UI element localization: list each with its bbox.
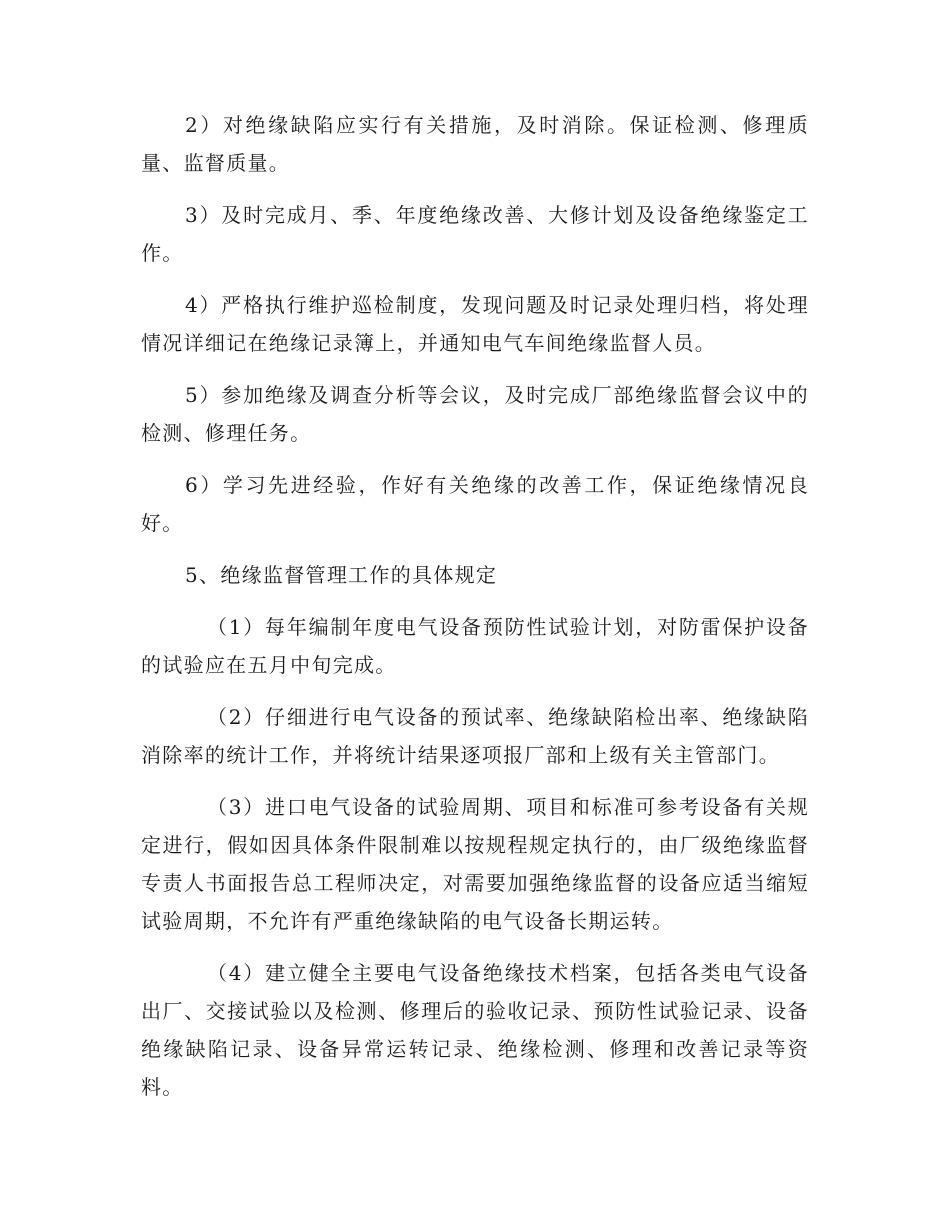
rule-item-1: （1）每年编制年度电气设备预防性试验计划，对防雷保护设备的试验应在五月中旬完成。: [141, 615, 809, 677]
document-body: [141, 106, 809, 1120]
paragraph-item-2: 2）对绝缘缺陷应实行有关措施，及时消除。保证检测、修理质量、监督质量。: [141, 113, 809, 175]
rule-item-3: （3）进口电气设备的试验周期、项目和标准可参考设备有关规定进行，假如因具体条件限制难以按规程规定执行的，由厂级绝缘监督专责人书面报告总工程师决定，对需要加强绝缘监督的设备应适当缩短试验周期，不允许有严重绝缘缺陷的电气设备长期运转。: [141, 795, 809, 933]
section-heading: 5、绝缘监督管理工作的具体规定: [185, 563, 498, 587]
paragraph-item-6: 6）学习先进经验，作好有关绝缘的改善工作，保证绝缘情况良好。: [141, 473, 809, 535]
rule-item-4: （4）建立健全主要电气设备绝缘技术档案，包括各类电气设备出厂、交接试验以及检测、修理后的验收记录、预防性试验记录、设备绝缘缺陷记录、设备异常运转记录、绝缘检测、修理和改善记录等资料。: [141, 961, 809, 1099]
paragraph-item-4: 4）严格执行维护巡检制度，发现问题及时记录处理归档，将处理情况详细记在绝缘记录簿上，并通知电气车间绝缘监督人员。: [141, 293, 809, 355]
rule-item-2: （2）仔细进行电气设备的预试率、绝缘缺陷检出率、绝缘缺陷消除率的统计工作，并将统计结果逐项报厂部和上级有关主管部门。: [141, 705, 809, 767]
paragraph-item-5: 5）参加绝缘及调查分析等会议，及时完成厂部绝缘监督会议中的检测、修理任务。: [141, 383, 809, 445]
paragraph-item-3: 3）及时完成月、季、年度绝缘改善、大修计划及设备绝缘鉴定工作。: [141, 203, 809, 265]
